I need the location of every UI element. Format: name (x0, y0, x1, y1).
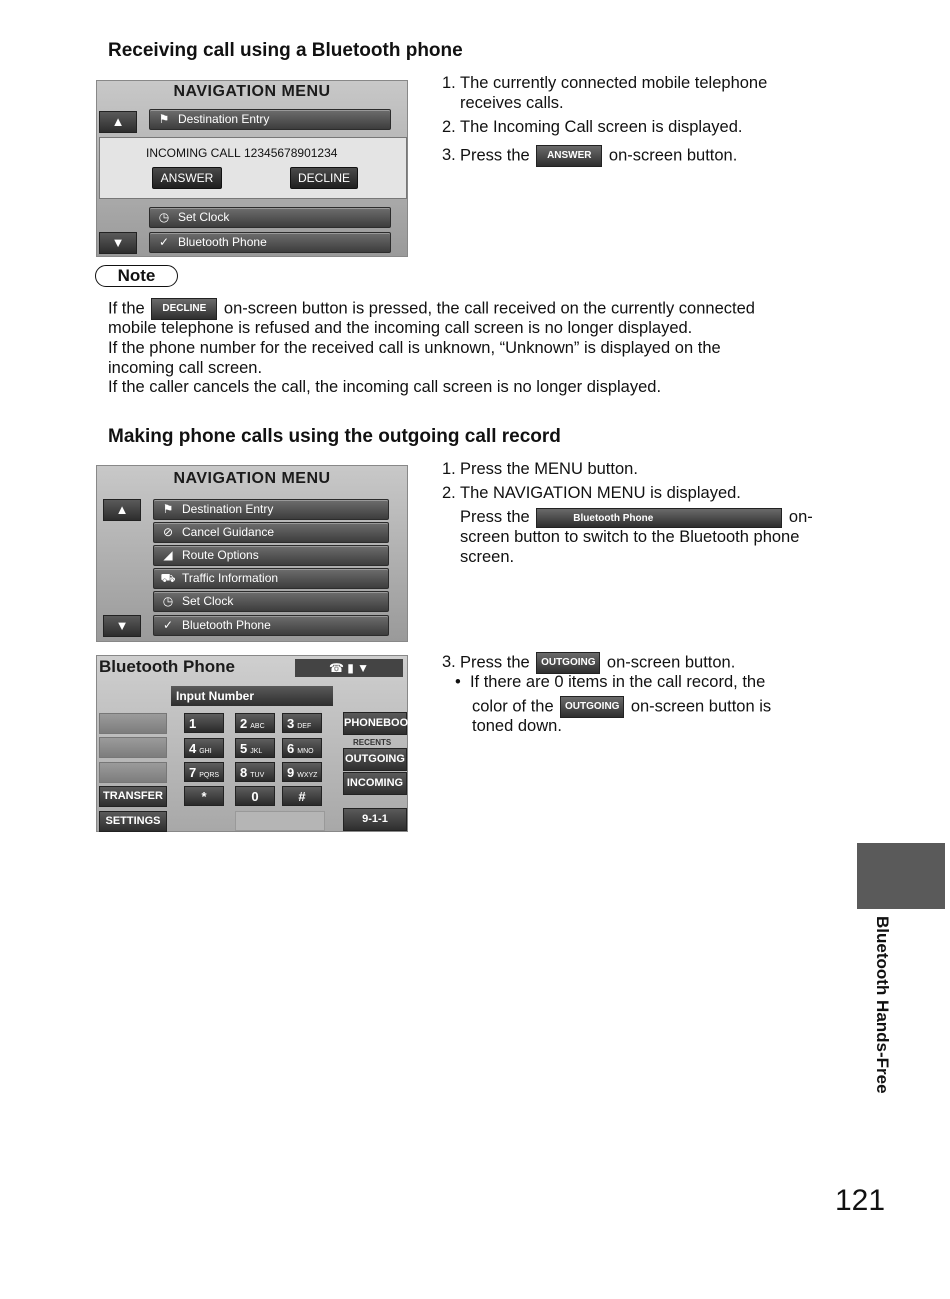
answer-inline-button: ANSWER (536, 145, 602, 167)
outgoing-inline-button: OUTGOING (536, 652, 600, 674)
key-0: 0 (235, 786, 275, 806)
menu-item-route-options: ◢ Route Options (153, 545, 389, 566)
status-icons: ☎ ▮ ▼ (295, 659, 403, 677)
scroll-up-icon: ▲ (103, 499, 141, 521)
press-bluetooth-instruction-line-3: screen. (460, 548, 515, 566)
flag-icon: ⚑ (162, 502, 174, 516)
incoming-call-number: 12345678901234 (244, 146, 338, 160)
bullet-line-2: color of the OUTGOING on-screen button is (472, 696, 771, 718)
screen-title: NAVIGATION MENU (173, 470, 331, 487)
outgoing-inline-button-toned: OUTGOING (560, 696, 624, 718)
decline-inline-button: DECLINE (151, 298, 217, 320)
key-hash: # (282, 786, 322, 806)
phone-icon: ✓ (158, 235, 170, 249)
input-number-field: Input Number (171, 686, 333, 706)
clear-button (235, 811, 325, 831)
navigation-menu-screenshot (96, 465, 408, 642)
mute-button (99, 762, 167, 783)
note-paragraph-1: If the DECLINE on-screen button is pressed, the call received on the currently connected (108, 298, 755, 320)
cancel-icon: ⊘ (162, 525, 174, 539)
menu-item-cancel-guidance: ⊘ Cancel Guidance (153, 522, 389, 543)
key-9: 9 WXYZ (282, 762, 322, 782)
menu-item-bluetooth-phone: ✓ Bluetooth Phone (153, 615, 389, 636)
menu-item-destination-entry: ⚑ Destination Entry (153, 499, 389, 520)
flag-icon: ⚑ (158, 112, 170, 126)
note-paragraph-2-line-2: incoming call screen. (108, 359, 263, 377)
step-1-outgoing: 1. Press the MENU button. (442, 460, 638, 478)
hangup-button (99, 737, 167, 758)
section-heading-receiving: Receiving call using a Bluetooth phone (108, 40, 463, 61)
step-2-receiving: 2. The Incoming Call screen is displayed. (442, 118, 743, 136)
screen-title: NAVIGATION MENU (173, 83, 331, 100)
outgoing-button: OUTGOING (343, 748, 407, 771)
chapter-label: Bluetooth Hands-Free (873, 916, 892, 1094)
key-2: 2 ABC (235, 713, 275, 733)
traffic-icon: ⛟ (160, 571, 176, 585)
bullet-dot: • (455, 673, 461, 691)
recents-label: RECENTS (353, 738, 392, 747)
call-button (99, 713, 167, 734)
incoming-call-popup (99, 137, 407, 199)
page-number: 121 (835, 1184, 886, 1217)
settings-button: SETTINGS (99, 811, 167, 832)
decline-button: DECLINE (290, 167, 358, 189)
scroll-down-icon: ▼ (103, 615, 141, 637)
step-1-continued: receives calls. (460, 94, 564, 112)
bullet-line-3: toned down. (472, 717, 562, 735)
key-1: 1 (184, 713, 224, 733)
phone-screen-title: Bluetooth Phone (99, 657, 235, 676)
key-4: 4 GHI (184, 738, 224, 758)
key-8: 8 TUV (235, 762, 275, 782)
key-6: 6 MNO (282, 738, 322, 758)
navigation-menu-incoming-screenshot (96, 80, 408, 257)
phonebook-button: PHONEBOOK (343, 712, 407, 735)
bluetooth-phone-screenshot (96, 655, 417, 832)
bluetooth-phone-inline-button: Bluetooth Phone (536, 508, 782, 528)
menu-item-destination-entry: ⚑ Destination Entry (149, 109, 391, 130)
note-label: Note (95, 265, 178, 287)
step-2-outgoing: 2. The NAVIGATION MENU is displayed. (442, 484, 741, 502)
clock-icon: ◷ (158, 210, 170, 224)
menu-item-set-clock: ◷ Set Clock (149, 207, 391, 228)
step-3-receiving: 3. Press the ANSWER on-screen button. (442, 145, 737, 167)
key-star: * (184, 786, 224, 806)
note-paragraph-1-line-2: mobile telephone is refused and the incoming call screen is no longer displayed. (108, 319, 693, 337)
menu-item-bluetooth-phone: ✓ Bluetooth Phone (149, 232, 391, 253)
bullet-line-1: • If there are 0 items in the call record, the (455, 673, 766, 691)
phone-icon: ✓ (162, 618, 174, 632)
menu-item-traffic-information: ⛟ Traffic Information (153, 568, 389, 589)
press-bluetooth-instruction-line-2: screen button to switch to the Bluetooth phone (460, 528, 800, 546)
step-1-receiving: 1. The currently connected mobile telephone (442, 74, 768, 92)
scroll-down-icon: ▼ (99, 232, 137, 254)
note-paragraph-3: If the caller cancels the call, the incoming call screen is no longer displayed. (108, 378, 662, 396)
route-icon: ◢ (163, 548, 173, 562)
emergency-911-button: 9-1-1 (343, 808, 407, 831)
section-heading-outgoing: Making phone calls using the outgoing call record (108, 426, 561, 447)
key-7: 7 PQRS (184, 762, 224, 782)
key-3: 3 DEF (282, 713, 322, 733)
transfer-button: TRANSFER (99, 786, 167, 807)
scroll-up-icon: ▲ (99, 111, 137, 133)
press-bluetooth-instruction: Press the Bluetooth Phone on- (460, 508, 813, 526)
answer-button: ANSWER (152, 167, 222, 189)
menu-item-set-clock: ◷ Set Clock (153, 591, 389, 612)
key-5: 5 JKL (235, 738, 275, 758)
step-3-outgoing: 3. Press the OUTGOING on-screen button. (442, 652, 735, 674)
note-paragraph-2: If the phone number for the received call is unknown, “Unknown” is displayed on the (108, 339, 721, 357)
incoming-button: INCOMING (343, 772, 407, 795)
clock-icon: ◷ (162, 594, 174, 608)
chapter-tab (857, 843, 945, 909)
incoming-call-label: INCOMING CALL (146, 146, 241, 160)
